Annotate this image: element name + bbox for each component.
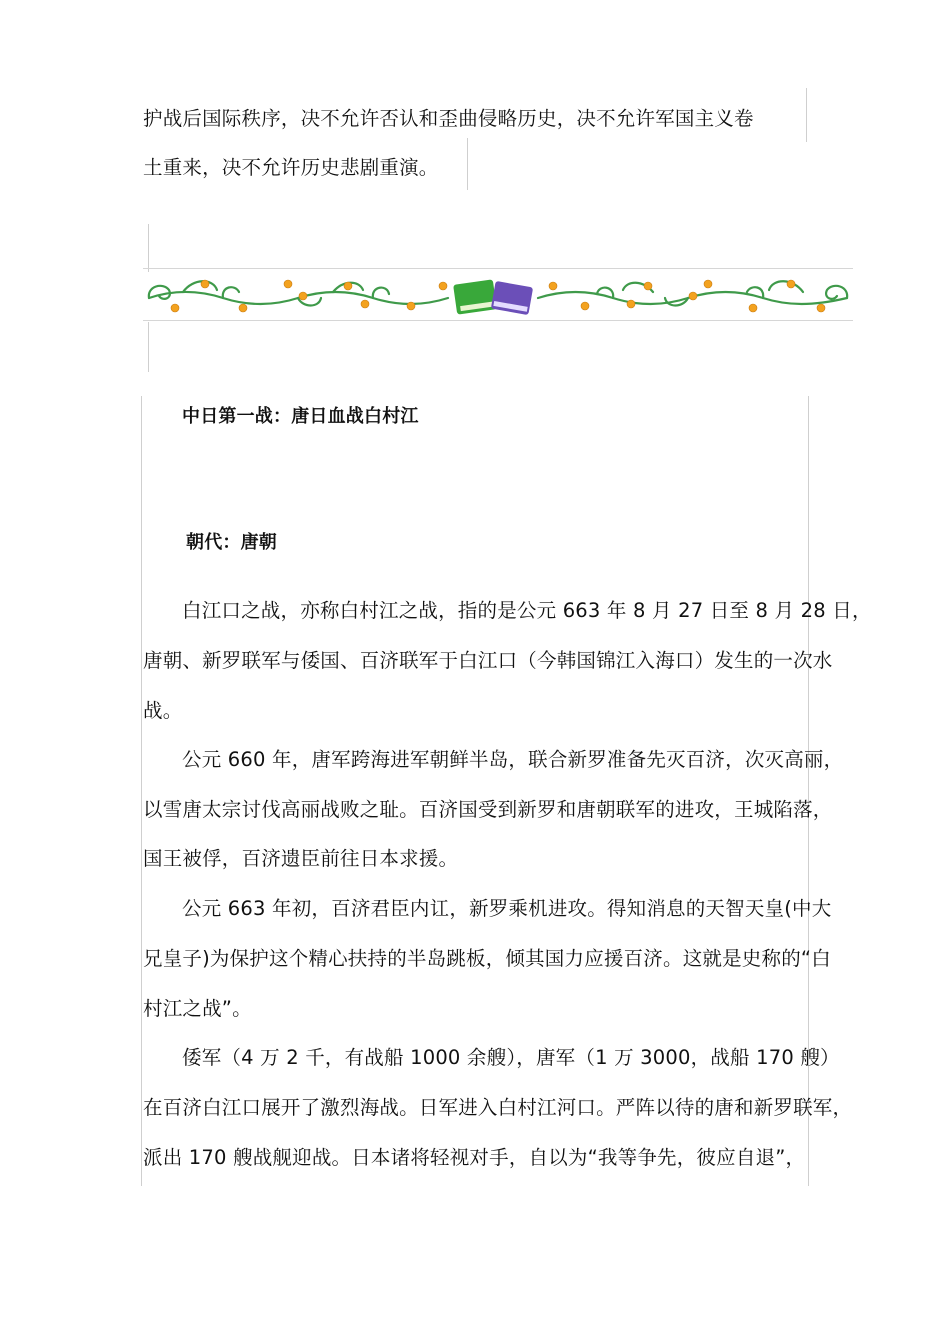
text-box-border xyxy=(467,138,468,190)
paragraph-line: 倭军（4 万 2 千，有战船 1000 余艘），唐军（1 万 3000，战船 170 艘） xyxy=(182,1046,840,1069)
paragraph-line: 公元 663 年初，百济君臣内讧，新罗乘机进攻。得知消息的天智天皇(中大 xyxy=(182,897,832,920)
paragraph-line: 公元 660 年，唐军跨海进军朝鲜半岛，联合新罗准备先灭百济，次灭高丽， xyxy=(182,748,844,771)
paragraph-line: 土重来，决不允许历史悲剧重演。 xyxy=(143,156,439,179)
books-icon xyxy=(453,279,533,315)
text-box-border xyxy=(806,88,807,142)
article-title: 中日第一战：唐日血战白村江 xyxy=(182,406,419,427)
paragraph-line: 以雪唐太宗讨伐高丽战败之耻。百济国受到新罗和唐朝联军的进攻，王城陷落， xyxy=(143,798,833,821)
image-frame-border xyxy=(148,322,149,372)
paragraph-line: 村江之战”。 xyxy=(143,997,252,1020)
vine-divider-image xyxy=(143,268,853,320)
paragraph-line: 白江口之战，亦称白村江之战，指的是公元 663 年 8 月 27 日至 8 月 28 日， xyxy=(182,599,872,622)
image-frame-border xyxy=(148,224,149,272)
image-frame-border xyxy=(143,320,853,321)
paragraph-line: 护战后国际秩序，决不允许否认和歪曲侵略历史，决不允许军国主义卷 xyxy=(143,107,754,130)
text-box-border xyxy=(141,396,142,1186)
paragraph-line: 派出 170 艘战舰迎战。日本诸将轻视对手，自以为“我等争先，彼应自退”， xyxy=(143,1146,806,1169)
paragraph-line: 在百济白江口展开了激烈海战。日军进入白村江河口。严阵以待的唐和新罗联军， xyxy=(143,1096,853,1119)
paragraph-line: 战。 xyxy=(143,699,183,722)
paragraph-line: 唐朝、新罗联军与倭国、百济联军于白江口（今韩国锦江入海口）发生的一次水 xyxy=(143,649,833,672)
dynasty-label: 朝代：唐朝 xyxy=(186,532,277,553)
vine-left xyxy=(149,281,448,305)
paragraph-line: 国王被俘，百济遗臣前往日本求援。 xyxy=(143,847,459,870)
paragraph-line: 兄皇子)为保护这个精心扶持的半岛跳板，倾其国力应援百济。这就是史称的“白 xyxy=(143,947,831,970)
